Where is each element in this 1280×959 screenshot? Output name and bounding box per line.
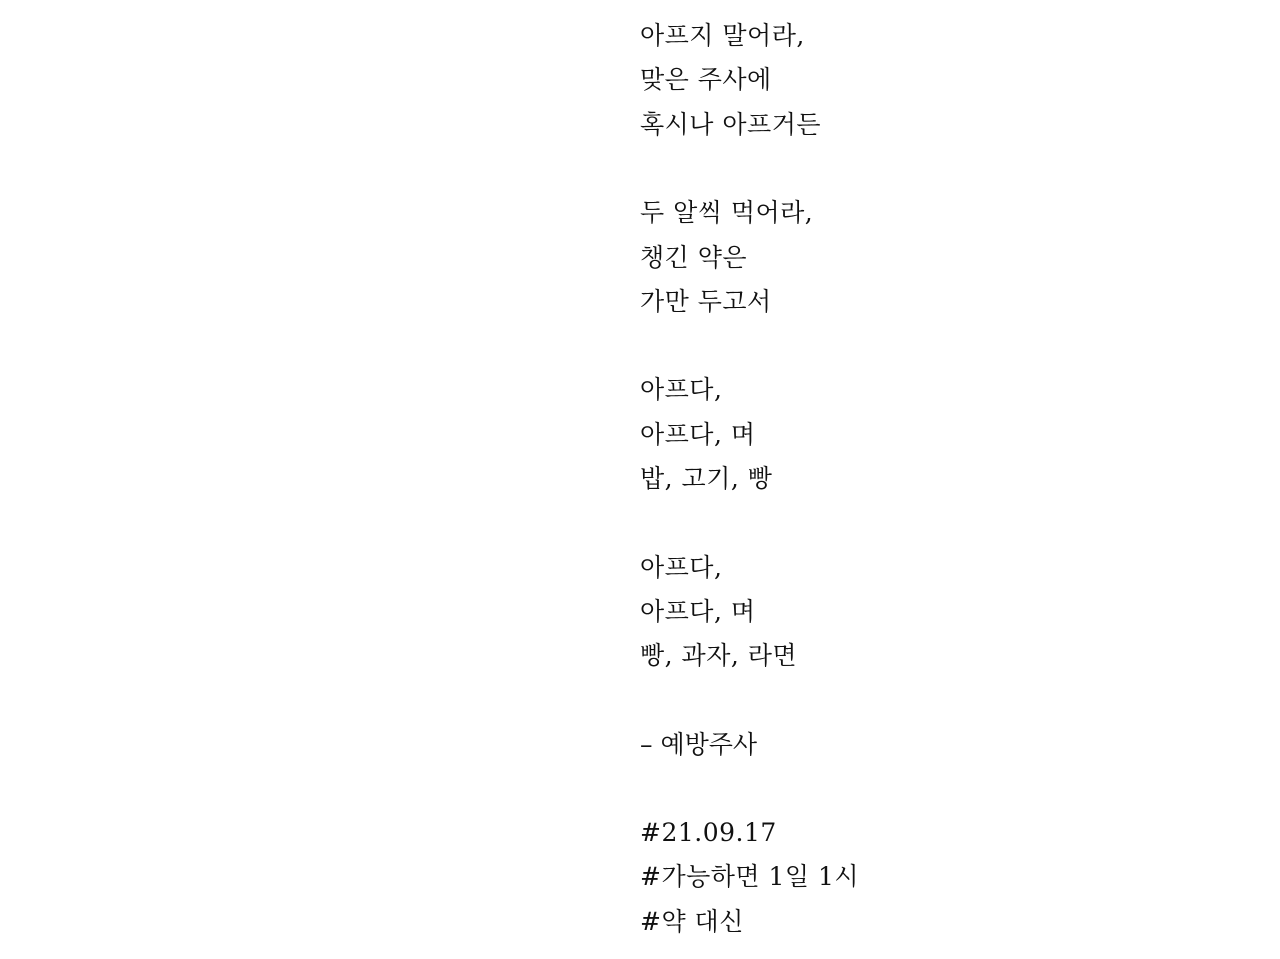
poem [640,14,1240,944]
hashtag-list [640,811,1240,944]
poem-signature: – 예방주사 [640,729,758,759]
poem-line: 아프지 말어라, [640,21,805,50]
hashtag: #약 대신 [640,906,744,936]
poem-line: 두 알씩 먹어라, [640,198,814,228]
poem-line: 가만 두고서 [640,286,772,316]
stanza-3 [640,368,1240,501]
poem-line: 밥, 고기, 빵 [640,464,773,494]
poem-line: 아프다, 며 [640,596,756,626]
poem-line: 빵, 과자, 라면 [640,641,798,671]
poem-line: 아프다, [640,552,723,582]
poem-line: 아프다, [640,375,723,405]
poem-line: 챙긴 약은 [640,242,748,272]
poem-line: 아프다, 며 [640,419,756,449]
stanza-1 [640,14,1240,147]
poem-line: 맞은 주사에 [640,65,772,95]
hashtag: #가능하면 1일 1시 [640,862,860,892]
poem-line: 혹시나 아프거든 [640,109,821,139]
stanza-2 [640,191,1240,324]
hashtag: #21.09.17 [640,818,777,848]
stanza-4 [640,546,1240,679]
